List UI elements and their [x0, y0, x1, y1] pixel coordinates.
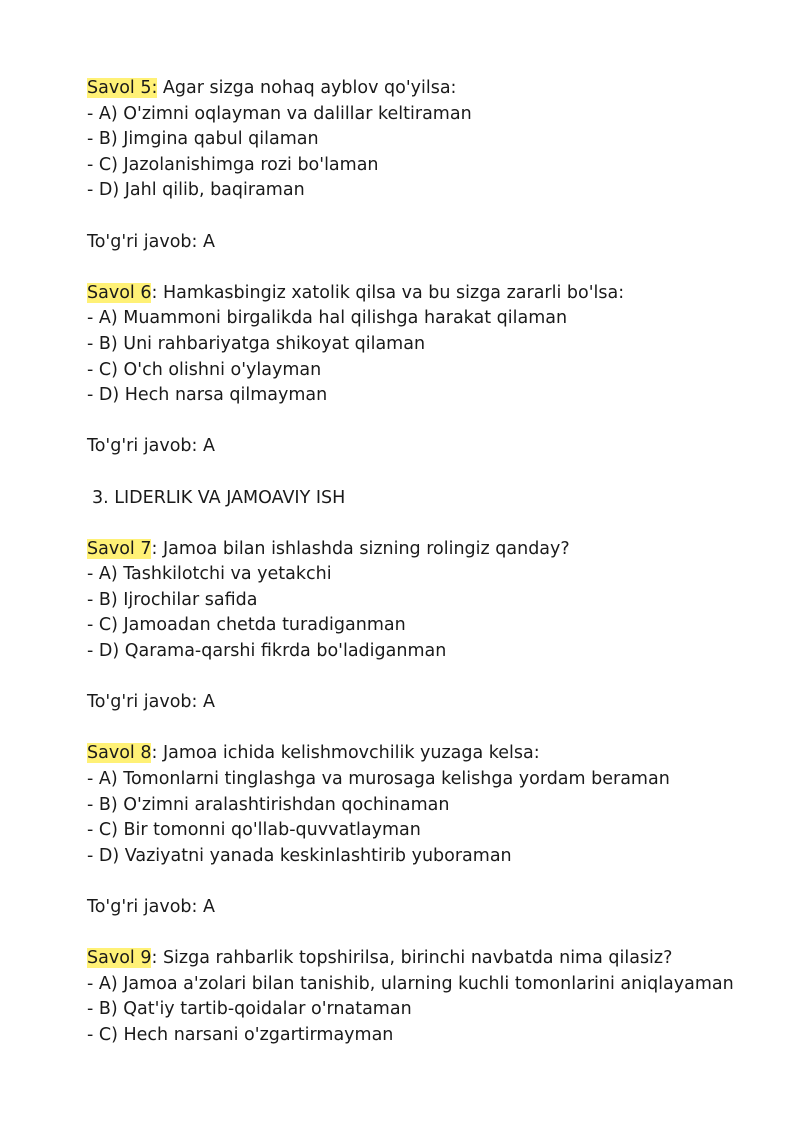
answer-option: - D) Jahl qilib, baqiraman [87, 180, 305, 201]
answer-option: - B) Qat'iy tartib-qoidalar o'rnataman [87, 999, 412, 1020]
question-label-highlight: Savol 7 [87, 538, 152, 559]
answer-option: - B) Uni rahbariyatga shikoyat qilaman [87, 333, 426, 354]
answer-option: - C) Jamoadan chetda turadiganman [87, 615, 406, 636]
question-line [87, 537, 777, 563]
question-label-highlight: Savol 8 [87, 743, 152, 764]
question-line [87, 281, 777, 307]
answer-option: - D) Hech narsa qilmayman [87, 385, 328, 406]
spacer [87, 460, 777, 486]
document-page [87, 76, 777, 1049]
spacer [87, 255, 777, 281]
answer-option: - B) Ijrochilar safida [87, 589, 258, 610]
answer-option: - C) Hech narsani o'zgartirmayman [87, 1024, 394, 1045]
section-heading: 3. LIDERLIK VA JAMOAVIY ISH [92, 487, 346, 508]
correct-answer: To'g'ri javob: A [87, 692, 215, 713]
question-line [87, 946, 777, 972]
question-label-rest: : [151, 282, 158, 303]
question-line [87, 76, 777, 102]
answer-option: - A) Jamoa a'zolari bilan tanishib, ularning kuchli tomonlarini aniqlayaman [87, 973, 734, 994]
question-label-highlight: Savol 5: [87, 78, 158, 98]
question-label-rest: : [151, 743, 158, 764]
correct-answer: To'g'ri javob: A [87, 897, 215, 917]
answer-option: - B) O'zimni aralashtirishdan qochinaman [87, 794, 450, 815]
answer-option: - D) Vaziyatni yanada keskinlashtirib yuboraman [87, 845, 512, 866]
answer-option: - A) O'zimni oqlayman va dalillar keltiraman [87, 103, 472, 124]
answer-option: - A) Muammoni birgalikda hal qilishga harakat qilaman [87, 308, 568, 329]
correct-answer: To'g'ri javob: A [87, 231, 215, 252]
spacer [87, 869, 777, 895]
answer-option: - A) Tomonlarni tinglashga va murosaga kelishga yordam beraman [87, 769, 670, 790]
question-label-rest: : [151, 538, 158, 559]
answer-option: - B) Jimgina qabul qilaman [87, 129, 319, 150]
question-text: Agar sizga nohaq ayblov qo'yilsa: [157, 78, 457, 98]
spacer [87, 921, 777, 947]
answer-option: - C) O'ch olishni o'ylayman [87, 359, 322, 380]
question-label-highlight: Savol 6 [87, 282, 152, 303]
answer-option: - A) Tashkilotchi va yetakchi [87, 564, 332, 585]
spacer [87, 204, 777, 230]
spacer [87, 716, 777, 742]
question-text: Jamoa ichida kelishmovchilik yuzaga kelsa: [157, 743, 540, 764]
spacer [87, 665, 777, 691]
question-line [87, 741, 777, 767]
correct-answer: To'g'ri javob: A [87, 436, 215, 457]
answer-option: - C) Jazolanishimga rozi bo'laman [87, 154, 379, 175]
question-label-rest: : [151, 948, 158, 969]
question-text: Jamoa bilan ishlashda sizning rolingiz qanday? [157, 538, 570, 559]
question-text: Sizga rahbarlik topshirilsa, birinchi navbatda nima qilasiz? [157, 948, 673, 969]
answer-option: - D) Qarama-qarshi fikrda bo'ladiganman [87, 641, 447, 662]
spacer [87, 511, 777, 537]
question-label-highlight: Savol 9 [87, 948, 152, 969]
answer-option: - C) Bir tomonni qo'llab-quvvatlayman [87, 820, 421, 841]
question-text: Hamkasbingiz xatolik qilsa va bu sizga zararli bo'lsa: [157, 282, 625, 303]
spacer [87, 409, 777, 435]
